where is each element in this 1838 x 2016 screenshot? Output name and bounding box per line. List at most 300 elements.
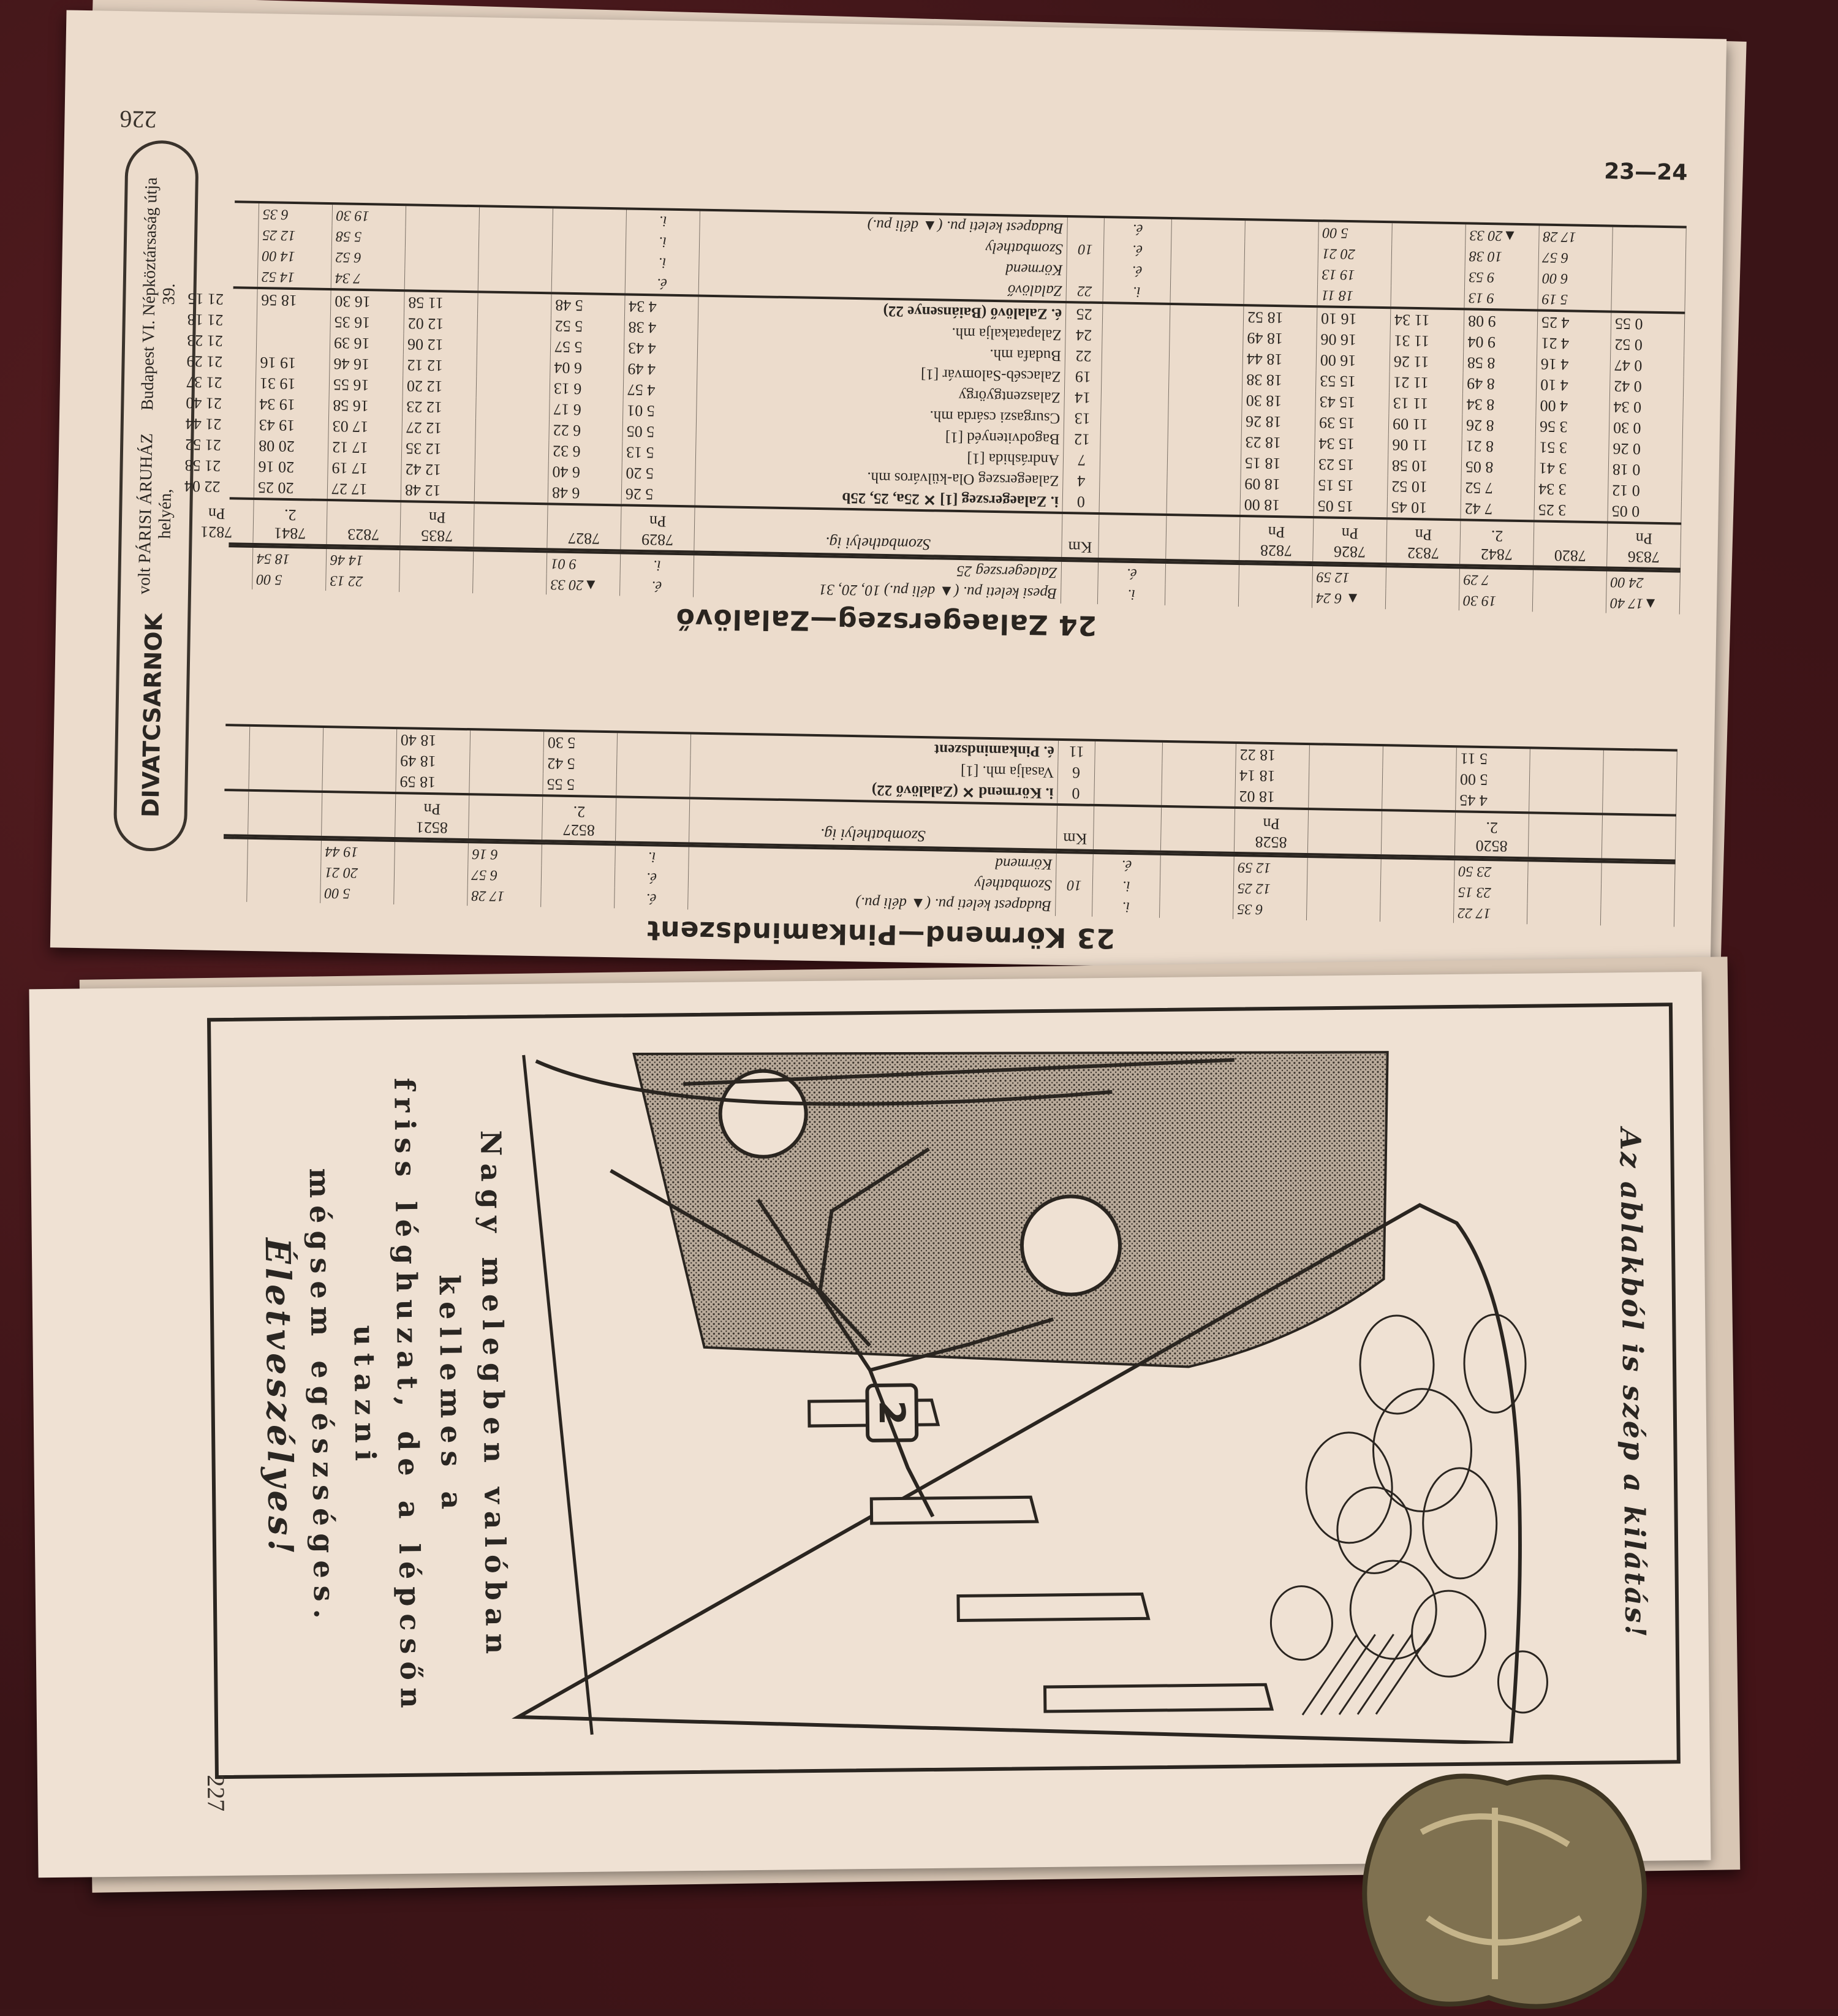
time-cell: 10 38 — [1465, 245, 1540, 267]
time-cell — [1527, 882, 1602, 904]
time-cell: ▲20 33 — [1465, 224, 1540, 246]
km-header: Km — [1057, 806, 1094, 849]
km-cell: 12 — [1064, 428, 1101, 450]
time-cell: 18 56 — [257, 289, 331, 311]
time-cell: 7 29 — [1459, 569, 1534, 591]
time-cell — [1307, 879, 1382, 901]
time-cell: 16 30 — [331, 290, 405, 313]
time-cell: 6 00 — [1538, 267, 1613, 289]
time-cell — [553, 229, 627, 251]
time-cell: 20 16 — [254, 456, 328, 478]
time-cell — [1386, 588, 1460, 610]
time-cell — [1245, 221, 1319, 243]
time-cell — [1167, 472, 1241, 494]
time-cell — [1170, 282, 1244, 304]
train-number: 8528 Pn — [1235, 809, 1309, 853]
station-name: Budapest keleti pu. (▲ déli pu.) — [700, 211, 1068, 238]
time-cell: 4 45 — [1456, 789, 1530, 811]
time-cell: 16 10 — [1317, 308, 1391, 330]
km-cell: 11 — [1058, 741, 1095, 762]
train-number: 7823 — [327, 501, 401, 545]
time-cell: 4 57 — [624, 379, 698, 401]
time-cell — [1171, 240, 1246, 262]
time-cell — [553, 208, 627, 230]
time-cell — [1602, 863, 1676, 885]
station-name: Vasalja mh. [1] — [690, 755, 1059, 782]
time-cell — [552, 250, 626, 272]
time-cell — [247, 881, 321, 903]
time-cell — [1171, 261, 1245, 283]
time-cell: 24 00 — [1606, 571, 1681, 593]
time-cell — [1533, 591, 1607, 613]
time-cell — [1533, 570, 1607, 592]
time-cell — [400, 550, 474, 572]
station-name: Zalalövő — [699, 274, 1067, 301]
time-cell: 5 00 — [252, 569, 327, 591]
time-cell: 12 59 — [1234, 857, 1308, 879]
caption-column — [254, 1037, 518, 1756]
train-number: 7828 Pn — [1239, 517, 1314, 561]
spacer — [1103, 304, 1171, 326]
table-ref — [1056, 895, 1093, 917]
time-cell — [184, 265, 259, 287]
time-cell — [1530, 749, 1604, 771]
time-cell: 12 42 — [401, 458, 475, 480]
time-cell: 12 02 — [404, 313, 478, 335]
time-cell: 21 37 — [183, 371, 257, 393]
time-cell — [542, 865, 616, 887]
time-cell — [1601, 904, 1675, 927]
time-cell — [471, 730, 545, 752]
time-cell: 5 19 — [1538, 288, 1612, 310]
time-cell: 6 17 — [550, 398, 624, 420]
train-number — [469, 795, 543, 839]
time-cell — [1380, 901, 1454, 923]
table-range-label: 23—24 — [1603, 159, 1688, 186]
train-number: 7835 Pn — [400, 502, 474, 547]
time-cell: 12 35 — [402, 438, 476, 460]
train-number — [175, 790, 249, 835]
time-cell: 6 48 — [548, 482, 622, 504]
spacer — [1094, 806, 1162, 851]
time-cell: 15 39 — [1315, 412, 1390, 434]
table-ref — [1056, 854, 1094, 875]
table-24 — [184, 200, 1687, 614]
time-cell — [1167, 493, 1241, 515]
time-cell: 15 05 — [1314, 495, 1388, 517]
time-cell — [173, 880, 248, 902]
time-cell — [406, 206, 480, 228]
caption-line-3: mégsem egészséges. — [303, 1168, 341, 1627]
timetable-rows — [184, 286, 1685, 522]
time-cell: 6 35 — [1233, 898, 1307, 920]
time-cell — [1170, 326, 1244, 348]
time-cell — [1381, 880, 1455, 902]
time-cell — [1245, 241, 1319, 263]
station-name: Csurgaszi csárda mh. — [697, 401, 1065, 428]
time-cell: 18 30 — [1242, 390, 1316, 412]
spacer — [1100, 491, 1168, 513]
time-cell — [478, 293, 552, 315]
time-cell: 6 16 — [468, 843, 542, 865]
time-cell — [1383, 767, 1457, 789]
time-cell: 12 23 — [403, 396, 477, 418]
km-cell: 19 — [1065, 366, 1102, 387]
time-cell — [250, 727, 324, 749]
time-cell: 4 10 — [1537, 374, 1611, 396]
time-cell: 10 58 — [1388, 455, 1462, 477]
train-number: 7832 Pn — [1386, 520, 1461, 564]
train-number: 7842 2. — [1460, 521, 1534, 565]
time-cell — [257, 331, 331, 353]
time-cell: 21 52 — [181, 434, 255, 456]
page-number-bottom: 227 — [202, 1774, 230, 1812]
time-cell: 11 21 — [1390, 371, 1464, 393]
spacer — [1094, 783, 1162, 805]
time-cell: 11 06 — [1388, 434, 1462, 456]
time-cell — [1239, 565, 1313, 587]
time-cell: 5 00 — [320, 882, 395, 904]
time-cell: 12 20 — [403, 375, 477, 397]
time-cell: 16 35 — [330, 311, 404, 333]
time-cell: 18 49 — [396, 750, 471, 772]
direction-marker: é. — [1103, 260, 1171, 282]
train-number — [248, 792, 322, 836]
train-number: 7836 Pn — [1607, 524, 1681, 568]
time-cell: 17 27 — [328, 478, 402, 500]
time-cell: 0 55 — [1611, 313, 1685, 335]
time-cell — [475, 480, 549, 502]
advert-line2: Budapest VI. Népköztársaság útja 39. — [138, 177, 179, 411]
time-cell: 18 15 — [1241, 452, 1315, 474]
time-cell — [176, 726, 251, 748]
cartoon-headline: Az ablakból is szép a kilátás! — [1614, 1127, 1652, 1640]
time-cell: 18 23 — [1241, 431, 1315, 453]
time-cell: 5 11 — [1456, 748, 1530, 770]
time-cell: 17 19 — [328, 457, 402, 479]
time-cell — [552, 271, 626, 293]
time-cell: 16 39 — [330, 332, 404, 354]
time-cell — [399, 571, 474, 593]
time-cell — [175, 767, 249, 789]
time-cell — [618, 733, 692, 755]
train-number: 7829 Pn — [621, 506, 695, 550]
timetable-page — [50, 10, 1726, 976]
caption-line-1: Nagy melegben valóban kellemes a — [433, 1129, 513, 1661]
direction-marker: é. — [620, 575, 694, 597]
km-cell: 0 — [1063, 491, 1100, 512]
time-cell — [1527, 903, 1602, 925]
table-ref — [1061, 583, 1099, 604]
time-cell — [1612, 269, 1686, 291]
time-cell — [476, 397, 550, 419]
time-cell: ▲ 6 24 — [1312, 587, 1386, 609]
timetable-page-content — [50, 10, 1726, 976]
spacer — [1102, 325, 1170, 347]
train-number — [1166, 516, 1240, 560]
time-cell — [395, 863, 469, 885]
km-cell: 4 — [1063, 470, 1100, 491]
time-cell — [1530, 770, 1604, 792]
time-cell: 20 08 — [255, 435, 329, 457]
railway-header: Szombathelyi ig. — [694, 507, 1062, 556]
time-cell: 0 26 — [1609, 438, 1683, 460]
carriage-number: 2 — [871, 1400, 913, 1426]
advert-line1: volt PÁRISI ÁRUHÁZ helyén, — [134, 433, 175, 594]
direction-marker: i. — [626, 210, 700, 232]
advert-brand: DIVATCSARNOK — [137, 613, 168, 818]
time-cell: 8 21 — [1462, 435, 1536, 457]
time-cell — [1601, 884, 1675, 906]
time-cell: 18 09 — [1241, 473, 1315, 495]
time-cell: 8 34 — [1462, 393, 1537, 415]
time-cell — [1309, 766, 1383, 788]
time-cell: 18 38 — [1242, 369, 1317, 391]
direction-marker: é. — [626, 272, 700, 294]
time-cell: 22 04 — [181, 476, 255, 498]
time-cell: 12 25 — [1234, 877, 1308, 900]
km-cell: 6 — [1058, 762, 1095, 783]
time-cell: 17 28 — [1539, 225, 1613, 248]
direction-marker: i. — [1092, 896, 1160, 918]
time-cell: 5 01 — [623, 400, 697, 422]
spacer — [1101, 387, 1169, 409]
time-cell: 15 15 — [1314, 474, 1388, 496]
table-ref — [1061, 562, 1099, 583]
landscape-bushes — [1268, 1314, 1548, 1715]
time-cell: 17 28 — [467, 885, 542, 907]
time-cell: 19 34 — [255, 393, 330, 415]
time-cell — [1168, 451, 1242, 473]
brass-ornament — [1336, 1734, 1679, 2016]
km-header: Km — [1062, 514, 1099, 558]
time-cell: 14 52 — [258, 266, 332, 288]
time-cell: 22 13 — [326, 570, 400, 592]
train-number — [1382, 811, 1456, 855]
time-cell: 19 30 — [332, 205, 406, 227]
time-cell: 6 52 — [331, 246, 406, 268]
time-cell — [470, 751, 544, 773]
time-cell — [186, 202, 260, 224]
time-cell — [248, 860, 322, 882]
time-cell: 10 45 — [1387, 496, 1461, 518]
time-cell: 15 53 — [1316, 370, 1390, 392]
time-cell — [1309, 745, 1383, 767]
time-cell — [1383, 746, 1457, 768]
time-cell — [1170, 305, 1244, 327]
time-cell: 11 26 — [1390, 351, 1464, 373]
time-cell: 10 52 — [1388, 476, 1462, 498]
km-cell: 13 — [1064, 407, 1102, 429]
time-cell: 16 00 — [1317, 349, 1391, 371]
time-cell: 11 13 — [1389, 392, 1463, 414]
time-cell: 18 00 — [1240, 494, 1314, 516]
time-cell: 0 18 — [1609, 459, 1683, 481]
time-cell — [249, 748, 323, 770]
table-ref: 10 — [1056, 874, 1094, 896]
time-cell — [405, 248, 479, 270]
time-cell — [479, 228, 553, 250]
time-cell: 3 56 — [1536, 415, 1610, 438]
time-cell: 8 58 — [1464, 352, 1538, 374]
table-23-title: 23 Körmend—Pinkamindszent — [646, 914, 1116, 954]
time-cell: 21 29 — [183, 351, 257, 373]
time-cell: 0 12 — [1608, 480, 1682, 502]
time-cell: 20 21 — [321, 862, 395, 884]
direction-marker: é. — [615, 887, 689, 909]
cartoon-caption — [254, 1037, 518, 1756]
carriage-steps — [809, 1396, 1272, 1714]
time-cell: 18 52 — [1244, 306, 1318, 328]
time-cell — [1309, 787, 1383, 809]
station-name: Zalaegerszeg 25 — [694, 555, 1062, 582]
time-cell: 15 23 — [1315, 453, 1389, 476]
time-cell — [474, 551, 548, 574]
time-cell: 5 13 — [622, 441, 697, 463]
time-cell: 23 50 — [1454, 860, 1529, 882]
time-cell — [176, 746, 250, 768]
time-cell — [174, 838, 248, 860]
time-cell — [541, 886, 615, 908]
km-cell: 0 — [1057, 783, 1095, 804]
time-cell: 0 05 — [1608, 501, 1682, 523]
train-number — [1308, 810, 1382, 854]
direction-marker: i. — [1093, 875, 1161, 897]
time-cell — [616, 775, 690, 797]
time-cell: 12 12 — [403, 354, 477, 376]
time-cell — [1603, 792, 1677, 814]
time-cell: 12 59 — [1312, 566, 1386, 588]
time-cell: 3 41 — [1535, 457, 1609, 479]
time-cell: 0 34 — [1609, 396, 1684, 419]
time-cell: 18 26 — [1242, 411, 1316, 433]
time-cell: 9 53 — [1465, 266, 1539, 288]
time-cell: 6 22 — [549, 419, 623, 441]
time-cell: 18 54 — [253, 548, 327, 570]
time-cell: 11 58 — [404, 292, 478, 314]
direction-marker: é. — [1104, 239, 1172, 261]
time-cell — [1603, 771, 1677, 793]
time-cell: 9 01 — [547, 553, 621, 575]
time-cell — [394, 884, 468, 906]
station-name: é. Zalalövő (Baiánsenye 22) — [698, 297, 1067, 324]
time-cell: 18 49 — [1243, 327, 1317, 349]
time-cell — [180, 547, 254, 569]
time-cell: 20 21 — [1318, 243, 1393, 265]
time-cell: 19 16 — [256, 352, 330, 374]
time-cell: 18 59 — [396, 771, 470, 793]
time-cell: 5 48 — [551, 294, 626, 316]
time-cell — [179, 567, 253, 589]
time-cell — [1611, 290, 1685, 312]
train-number: 8521 Pn — [395, 794, 469, 838]
time-cell: 0 47 — [1611, 355, 1685, 377]
time-cell — [323, 728, 398, 750]
time-cell — [475, 418, 550, 440]
time-cell — [1165, 585, 1239, 607]
spacer — [1100, 450, 1168, 472]
table-ref — [1067, 218, 1105, 239]
time-cell — [617, 754, 691, 776]
time-cell: 8 26 — [1462, 414, 1537, 436]
time-cell: 18 40 — [397, 729, 471, 751]
spacer — [1102, 366, 1170, 388]
table-24-title: 24 Zalaegerszeg—Zalalövő — [675, 602, 1097, 641]
km-cell: 24 — [1065, 324, 1103, 346]
station-name: Zalapatakalja mh. — [698, 318, 1066, 345]
time-cell: 0 52 — [1611, 334, 1685, 356]
time-cell: 11 31 — [1390, 330, 1464, 352]
time-cell: 5 00 — [1318, 222, 1393, 244]
time-cell: 20 25 — [254, 477, 328, 499]
time-cell: 5 55 — [543, 773, 617, 795]
cartoon-illustration — [499, 1020, 1597, 1754]
train-number: 7826 Pn — [1313, 518, 1387, 563]
station-name: Zalacséb-Salomvár [1] — [697, 360, 1065, 387]
time-cell — [1171, 219, 1246, 241]
time-cell: 5 30 — [544, 732, 618, 754]
station-name: Zalaszentgyörgy — [697, 381, 1065, 407]
time-cell — [248, 839, 322, 862]
time-cell: 5 05 — [622, 420, 697, 442]
station-name: é. Pinkamindszent — [690, 734, 1059, 761]
time-cell: 5 20 — [622, 462, 696, 484]
direction-marker: é. — [615, 866, 689, 889]
time-cell: 16 46 — [330, 353, 404, 375]
station-name: Budapest keleti pu. (▲ déli pu.) — [688, 889, 1056, 915]
train-number — [322, 793, 396, 837]
time-cell: 18 14 — [1236, 765, 1310, 787]
train-number — [474, 504, 548, 548]
time-cell — [477, 335, 551, 357]
time-cell: 4 16 — [1537, 353, 1611, 375]
time-cell: 14 00 — [258, 245, 332, 267]
km-cell: 25 — [1066, 303, 1103, 325]
spacer — [1095, 741, 1163, 764]
time-cell — [1307, 900, 1381, 922]
spacer — [1100, 471, 1168, 493]
direction-marker: i. — [1098, 583, 1166, 605]
time-cell — [1613, 227, 1687, 249]
time-cell: 16 58 — [329, 395, 403, 417]
station-name: Szombathely — [689, 868, 1057, 895]
time-cell — [1168, 409, 1242, 431]
time-cell — [542, 844, 616, 866]
table-23 — [222, 724, 1677, 927]
time-cell — [477, 376, 551, 398]
direction-marker: i. — [626, 230, 700, 252]
time-cell — [249, 768, 323, 790]
time-cell: 9 13 — [1464, 287, 1538, 309]
time-cell — [184, 244, 259, 266]
time-cell: 4 49 — [624, 358, 698, 380]
time-cell — [1239, 586, 1313, 608]
time-cell: 4 25 — [1538, 311, 1612, 333]
time-cell: 21 58 — [181, 455, 255, 477]
time-cell — [1244, 283, 1318, 305]
time-cell — [477, 314, 551, 336]
table-ref: 10 — [1067, 238, 1105, 260]
time-cell: 3 51 — [1535, 436, 1609, 458]
time-cell: 4 00 — [1536, 395, 1610, 417]
train-number — [1529, 814, 1603, 858]
caption-emphasis: Életveszélyes! — [257, 1237, 301, 1558]
time-cell: 16 55 — [330, 374, 404, 396]
page-number: 226 — [119, 105, 157, 134]
time-cell — [323, 749, 397, 771]
time-cell: 23 15 — [1454, 881, 1528, 903]
time-cell: 18 02 — [1235, 786, 1309, 808]
